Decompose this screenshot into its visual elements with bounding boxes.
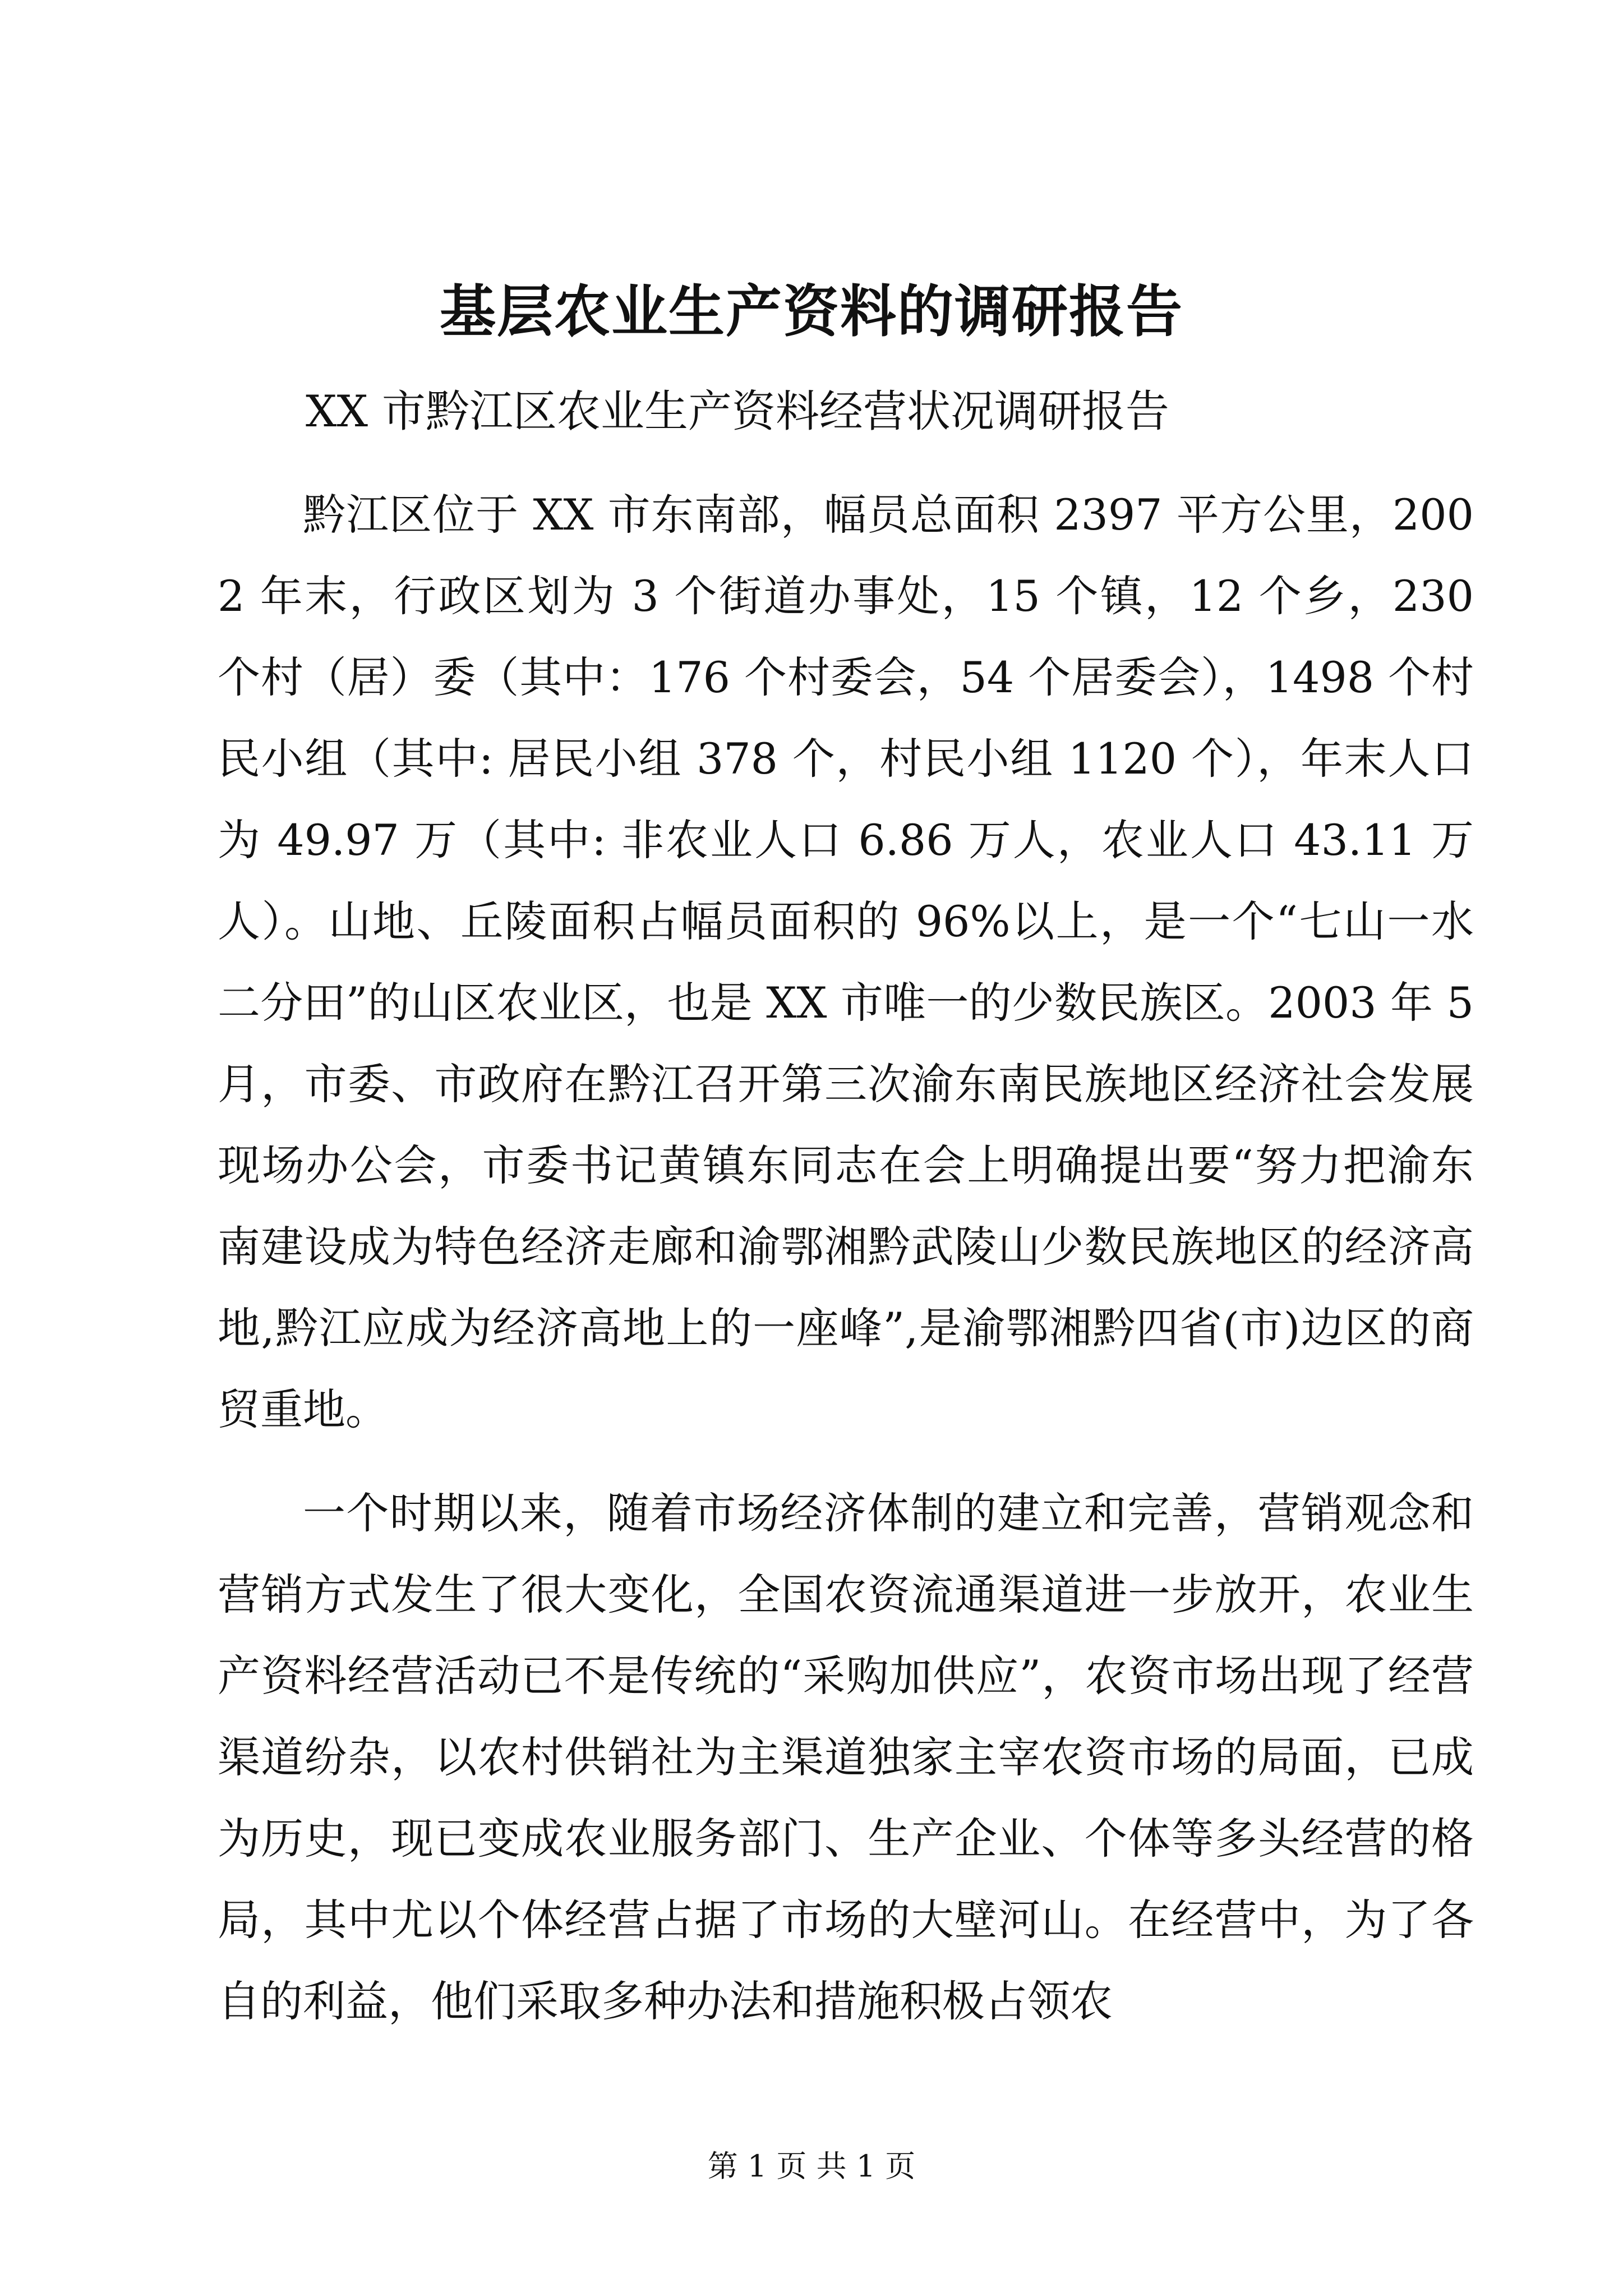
- paragraph-2: 一个时期以来，随着市场经济体制的建立和完善，营销观念和营销方式发生了很大变化，全国农资流通渠道进一步放开，农业生产资料经营活动已不是传统的“采购加供应”，农资市场出现了经营渠道纷杂，以农村供销社为主渠道独家主宰农资市场的局面，已成为历史，现已变成农业服务部门、生产企业、个体等多头经营的格局，其中尤以个体经营占据了市场的大壁河山。在经营中，为了各自的利益，他们采取多种办法和措施积极占领农: [218, 1488, 1474, 2026]
- document-title: 基层农业生产资料的调研报告: [440, 278, 1183, 344]
- page-number-footer: 第 1 页 共 1 页: [707, 2148, 916, 2184]
- document-subtitle: XX 市黔江区农业生产资料经营状况调研报告: [306, 386, 1169, 437]
- document-body: [218, 474, 1474, 2042]
- paragraph-1: 黔江区位于 XX 市东南部，幅员总面积 2397 平方公里，2002 年末，行政区划为 3 个街道办事处，15 个镇，12 个乡，230 个村（居）委（其中：176 个村委会，54 个居委会），1498 个村民小组（其中: 居民小组 378 个，村民小组 1120 个），年末人口为 49.97 万（其中: 非农业人口 6.86 万人，农业人口 43.11 万人）。山地、丘陵面积占幅员面积的 96%以上，是一个“七山一水二分田”的山区农业区，也是 XX 市唯一的少数民族区。2003 年 5 月，市委、市政府在黔江召开第三次渝东南民族地区经济社会发展现场办公会，市委书记黄镇东同志在会上明确提出要“努力把渝东南建设成为特色经济走廊和渝鄂湘黔武陵山少数民族地区的经济高地,黔江应成为经济高地上的一座峰”,是渝鄂湘黔四省(市)边区的商贸重地。: [218, 490, 1474, 1434]
